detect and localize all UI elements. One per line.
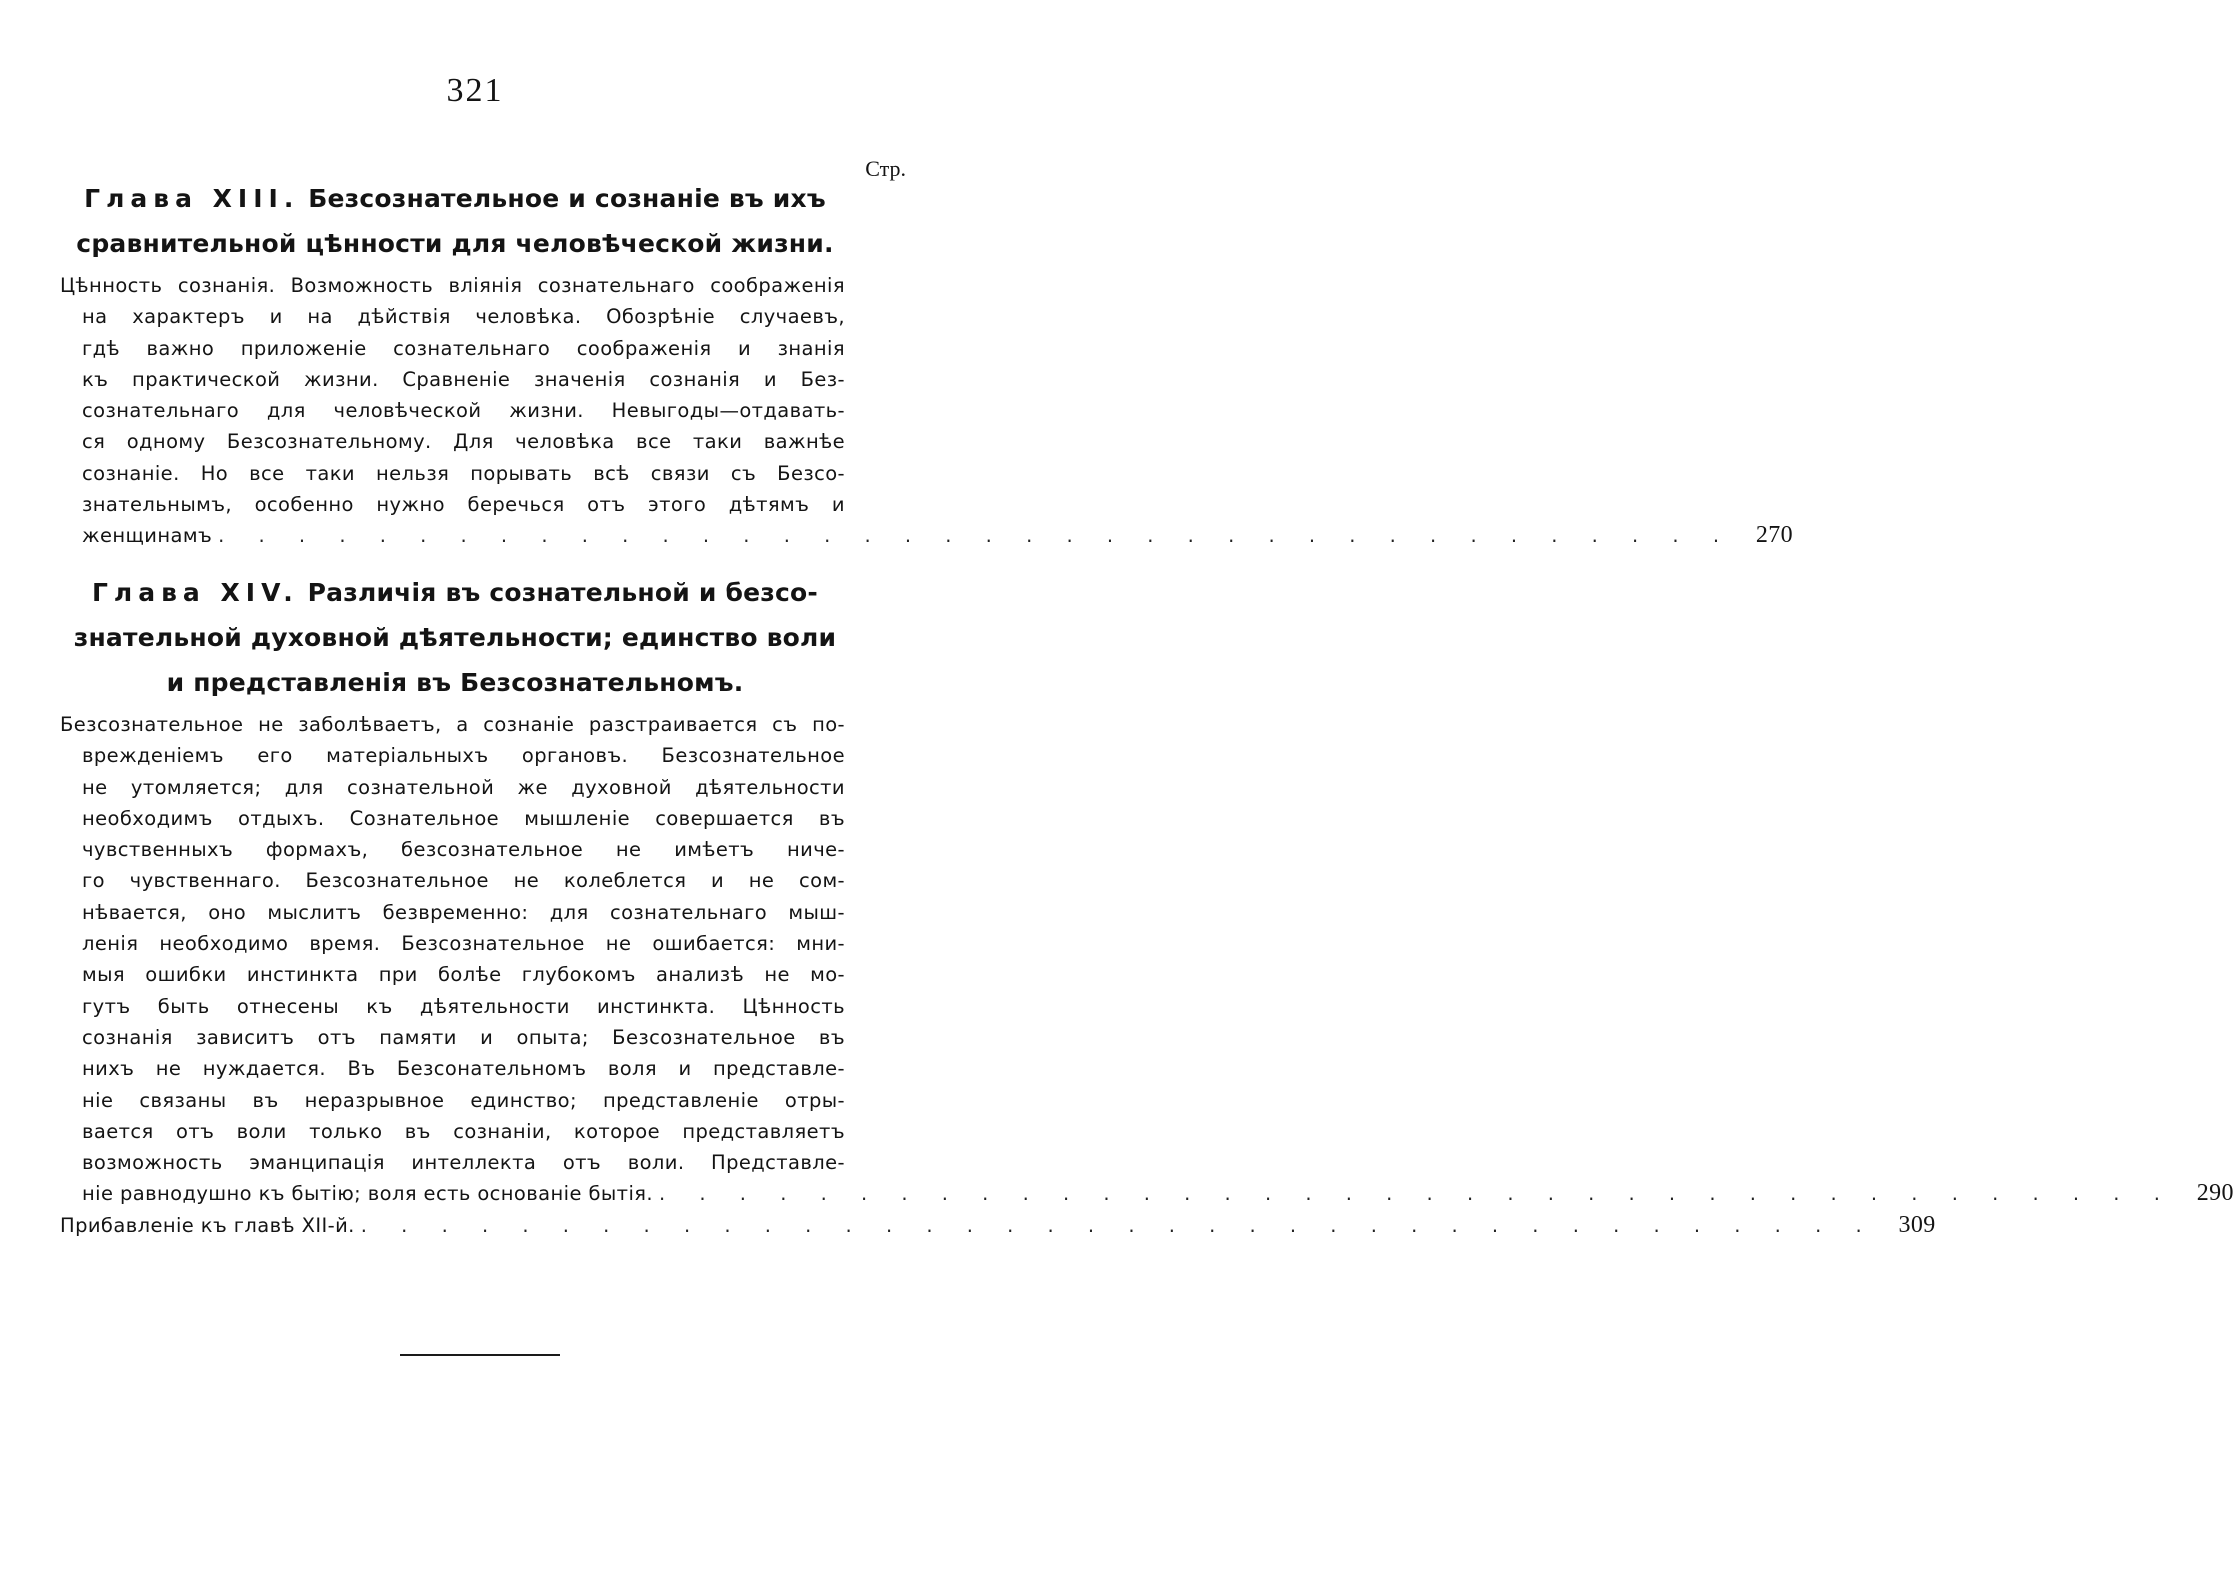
summary-line: возможность эманципація интеллекта отъ воли. Представле- bbox=[82, 1151, 845, 1175]
leader-dots: . . . . . . . . . . . . . . . . . . . . . . . . . . . . . . . . . . . . . . bbox=[360, 1213, 1876, 1237]
summary-line: нихъ не нуждается. Въ Безсонательномъ воля и представле- bbox=[82, 1057, 845, 1081]
summary-line: ніе связаны въ неразрывное единство; представленіе отры- bbox=[82, 1088, 845, 1112]
summary-line: сознательнаго для человѣческой жизни. Невыгоды—отдавать- bbox=[82, 399, 845, 423]
chapter-xiii-page-number: 270 bbox=[1755, 522, 1794, 549]
summary-line: знательнымъ, особенно нужно беречься отъ этого дѣтямъ и bbox=[82, 493, 845, 517]
summary-line: гдѣ важно приложеніе сознательнаго соображенія и знанія bbox=[82, 336, 845, 360]
summary-line: сознанія зависитъ отъ памяти и опыта; Безсознательное въ bbox=[82, 1025, 845, 1049]
summary-line: къ практической жизни. Сравненіе значенія сознанія и Без- bbox=[82, 367, 845, 391]
chapter-xiii-title-line-1 bbox=[60, 176, 850, 221]
chapter-xiii-title-line-2: сравнительной цѣнности для человѣческой жизни. bbox=[76, 229, 834, 258]
summary-line: гутъ быть отнесены къ дѣятельности инстинкта. Цѣнность bbox=[82, 994, 845, 1018]
chapter-xiii-title-text-1: Безсознательное и сознаніе въ ихъ bbox=[308, 184, 826, 213]
page-number: 321 bbox=[446, 72, 504, 109]
appendix-page-number: 309 bbox=[1898, 1211, 1936, 1238]
appendix-text: Прибавленіе къ главѣ XII-й. bbox=[60, 1213, 355, 1237]
leader-dots: . . . . . . . . . . . . . . . . . . . . . . . . . . . . . . . . . . . . . . bbox=[218, 524, 1734, 548]
summary-line: ся одному Безсознательному. Для человѣка все таки важнѣе bbox=[82, 430, 845, 454]
chapter-xiii-page-line bbox=[82, 520, 1794, 551]
chapter-xiii-title bbox=[60, 176, 850, 266]
chapter-xiii-summary bbox=[60, 270, 1794, 552]
summary-line: сознаніе. Но все таки нельзя порывать всѣ связи съ Безсо- bbox=[82, 461, 845, 485]
summary-line: вается отъ воли только въ сознаніи, которое представляетъ bbox=[82, 1119, 845, 1143]
chapter-xiv-page-number: 290 bbox=[2196, 1180, 2234, 1207]
summary-line: чувственныхъ формахъ, безсознательное не имѣетъ ниче- bbox=[82, 838, 845, 862]
summary-last-line: женщинамъ bbox=[82, 524, 213, 548]
summary-line: го чувственнаго. Безсознательное не колеблется и не сом- bbox=[82, 869, 845, 893]
summary-last-line: ніе равнодушно къ бытію; воля есть основаніе бытія. bbox=[82, 1182, 653, 1206]
closing-rule bbox=[400, 1354, 560, 1356]
chapter-xiv-title-line-3: и представленія въ Безсознательномъ. bbox=[166, 668, 744, 697]
chapter-xiv-title-line-2: знательной духовной дѣятельности; единство воли bbox=[73, 623, 837, 652]
summary-line: необходимъ отдыхъ. Сознательное мышленіе совершается въ bbox=[82, 806, 845, 830]
summary-line: мыя ошибки инстинкта при болѣе глубокомъ анализѣ не мо- bbox=[82, 963, 845, 987]
summary-line: нѣвается, оно мыслитъ безвременно: для сознательнаго мыш- bbox=[82, 900, 845, 924]
page-column-label: Стр. bbox=[865, 156, 906, 181]
appendix-entry bbox=[60, 1210, 1936, 1241]
summary-line: Безсознательное не заболѣваетъ, а сознаніе разстраивается съ по- bbox=[60, 713, 845, 736]
summary-line: не утомляется; для сознательной же духовной дѣятельности bbox=[82, 775, 845, 799]
summary-line: ленія необходимо время. Безсознательное не ошибается: мни- bbox=[82, 932, 845, 956]
chapter-xiv-title bbox=[60, 570, 850, 705]
chapter-xiv-page-line bbox=[82, 1178, 2234, 1209]
chapter-xiv-title-text-1: Различія въ сознательной и безсо- bbox=[307, 578, 818, 607]
summary-line: врежденіемъ его матеріальныхъ органовъ. Безсознательное bbox=[82, 744, 845, 768]
chapter-xiv-summary bbox=[60, 709, 2234, 1241]
chapter-xiv-entry bbox=[60, 570, 2234, 1241]
chapter-xiii-title-prefix: Глава XIII. bbox=[84, 184, 300, 213]
chapter-xiv-title-prefix: Глава XIV. bbox=[92, 578, 299, 607]
summary-line: Цѣнность сознанія. Возможность вліянія сознательнаго соображенія bbox=[60, 274, 845, 297]
chapter-xiii-entry bbox=[60, 176, 1794, 552]
chapter-xiv-title-line-1 bbox=[60, 570, 850, 615]
leader-dots: . . . . . . . . . . . . . . . . . . . . . . . . . . . . . . . . . . . . . . bbox=[659, 1182, 2174, 1206]
summary-line: на характеръ и на дѣйствія человѣка. Обозрѣніе случаевъ, bbox=[82, 305, 845, 329]
